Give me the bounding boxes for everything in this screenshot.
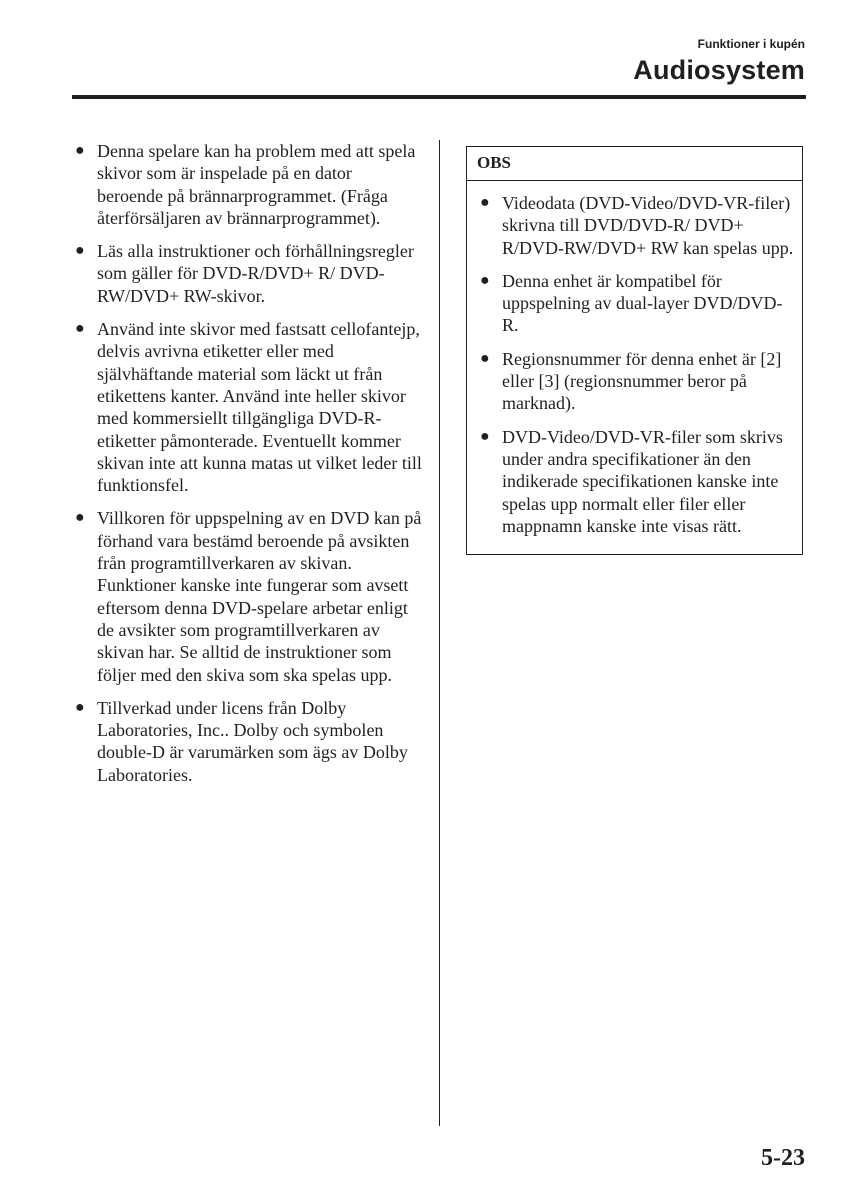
list-item <box>477 270 796 337</box>
obs-heading: OBS <box>467 147 802 181</box>
list-item-text: Denna spelare kan ha problem med att spela skivor som är inspelade på en dator beroende på brännarprogrammet. (Fråga återförsäljaren av brännarprogrammet). <box>97 141 416 228</box>
list-item-text: DVD-Video/DVD-VR-filer som skrivs under andra specifikationer än den indikerade specifikationen kanske inte spelas upp normalt eller filer eller mappnamn kanske inte visas rätt. <box>502 426 783 536</box>
list-item-text: Tillverkad under licens från Dolby Laboratories, Inc.. Dolby och symbolen double-D är varumärken som ägs av Dolby Laboratories. <box>97 697 408 785</box>
bullet-icon: ● <box>75 142 85 159</box>
list-item-text: Regionsnummer för denna enhet är [2] eller [3] (regionsnummer beror på marknad). <box>502 348 782 414</box>
section-header: Funktioner i kupén <box>697 37 805 51</box>
page-number: 5-23 <box>761 1145 805 1171</box>
header-rule <box>72 95 806 99</box>
left-column <box>72 140 422 797</box>
list-item-text: Läs alla instruktioner och förhållningsregler som gäller för DVD-R/DVD+ R/ DVD-RW/DVD+ RW-skivor. <box>97 241 414 306</box>
bullet-icon: ● <box>480 427 490 445</box>
column-divider <box>439 140 440 1126</box>
list-item-text: Använd inte skivor med fastsatt cellofantejp, delvis avrivna etiketter eller med självhäftande material som läckt ut från etikettens kanter. Använd inte heller skivor med kommersiellt tillgängliga DVD-R-etiketter påmonterade. Eventuellt kommer skivan inte att kunna matas ut vilket leder till funktionsfel. <box>97 319 422 496</box>
list-item <box>477 426 796 537</box>
bullet-icon: ● <box>75 242 85 260</box>
list-item <box>477 348 796 415</box>
list-item <box>72 507 422 685</box>
list-item <box>72 140 422 229</box>
bullet-icon: ● <box>75 698 85 716</box>
bullet-icon: ● <box>480 349 490 367</box>
left-bullet-list <box>72 140 422 786</box>
list-item <box>72 318 422 496</box>
page-title: Audiosystem <box>633 55 805 85</box>
list-item <box>72 697 422 786</box>
obs-box <box>466 146 803 555</box>
list-item <box>477 192 796 259</box>
list-item <box>72 240 422 307</box>
obs-bullet-list <box>467 181 802 537</box>
bullet-icon: ● <box>480 194 490 211</box>
bullet-icon: ● <box>75 509 85 527</box>
list-item-text: Videodata (DVD-Video/DVD-VR-filer) skrivna till DVD/DVD-R/ DVD+ R/DVD-RW/DVD+ RW kan spelas upp. <box>502 193 794 258</box>
bullet-icon: ● <box>75 320 85 338</box>
bullet-icon: ● <box>480 271 490 289</box>
list-item-text: Denna enhet är kompatibel för uppspelning av dual-layer DVD/DVD-R. <box>502 270 783 336</box>
list-item-text: Villkoren för uppspelning av en DVD kan på förhand vara bestämd beroende på avsikten från programtillverkaren av skivan. Funktioner kanske inte fungerar som avsett eftersom denna DVD-spelare arbetar enligt de avsikter som programtillverkaren av skivan har. Se alltid de instruktioner som följer med den skiva som ska spelas upp. <box>97 508 422 685</box>
